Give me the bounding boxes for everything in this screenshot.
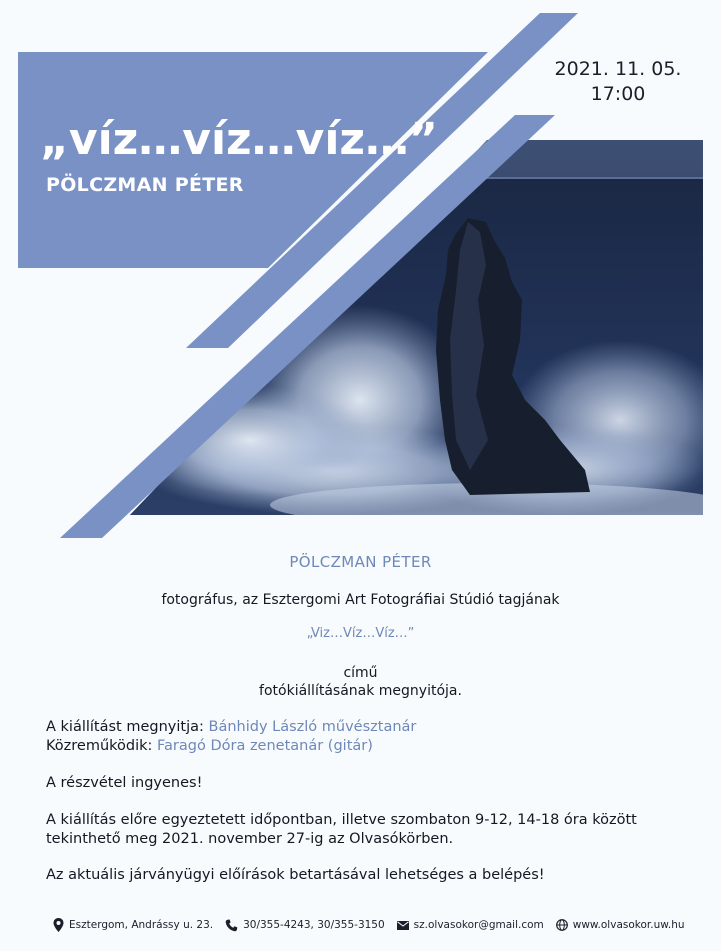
author-role: fotográfus, az Esztergomi Art Fotográfiai Stúdió tagjának (161, 592, 560, 608)
footer-address (53, 918, 213, 932)
opened-by-label: A kiállítást megnyitja: (46, 719, 209, 735)
covid-rules: Az aktuális járványügyi előírások betartásával lehetséges a belépés! (46, 867, 545, 883)
cimu-text: című (343, 665, 378, 681)
contributor-name: Faragó Dóra zenetanár (gitár) (157, 738, 373, 754)
footer-phone (225, 919, 385, 932)
footer-contacts (53, 916, 697, 934)
free-admission: A részvétel ingyenes! (46, 775, 203, 791)
contributor-line (46, 737, 373, 756)
opened-by-name: Bánhidy László művésztanár (208, 719, 417, 735)
phone-text: 30/355-4243, 30/355-3150 (243, 919, 385, 931)
banner-author: PÖLCZMAN PÉTER (46, 174, 244, 196)
event-date: 2021. 11. 05. (554, 58, 682, 80)
phone-icon (225, 919, 238, 932)
globe-icon (556, 919, 568, 931)
author-name: PÖLCZMAN PÉTER (289, 553, 432, 571)
event-title: „víz…víz…víz…” (40, 114, 438, 165)
opened-by-line (46, 718, 416, 737)
email-text[interactable]: sz.olvasokor@gmail.com (413, 919, 544, 931)
footer-website (556, 919, 685, 931)
opening-announcement (0, 664, 721, 700)
exhibition-title: „Viz…Víz…Víz…” (306, 626, 415, 641)
envelope-icon (397, 921, 409, 930)
location-pin-icon (53, 918, 64, 932)
event-date-time (540, 57, 696, 107)
footer-email (397, 919, 544, 931)
opening-text: fotókiállításának megnyitója. (259, 683, 462, 699)
event-time: 17:00 (590, 83, 646, 105)
address-text: Esztergom, Andrássy u. 23. (69, 919, 214, 931)
contributor-label: Közreműködik: (46, 738, 158, 754)
website-text[interactable]: www.olvasokor.uw.hu (572, 919, 685, 931)
opening-hours: A kiállítás előre egyeztetett időpontban, illetve szombaton 9-12, 14-18 óra között tekinthető meg 2021. november 27-ig az Olvasókörben. (46, 812, 637, 847)
